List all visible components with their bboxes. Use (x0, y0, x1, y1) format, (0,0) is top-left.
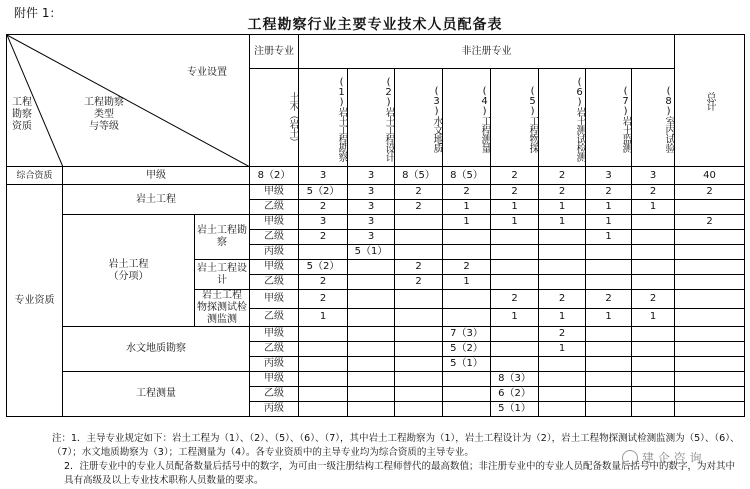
column-number: (1) (336, 77, 348, 107)
value-cell (395, 387, 443, 402)
value-cell (348, 372, 395, 387)
value-cell: 1 (539, 215, 586, 230)
value-cell (586, 372, 632, 387)
value-cell: 3 (348, 185, 395, 200)
value-cell: 5（1） (491, 402, 539, 417)
column-name: 岩土测试检测 (574, 107, 586, 161)
value-cell (299, 387, 348, 402)
value-cell: 1 (632, 200, 675, 215)
value-cell (491, 327, 539, 342)
table-title: 工程勘察行业主要专业技术人员配备表 (247, 17, 503, 33)
specialty-qualification-label: 专业资质 (7, 185, 63, 417)
value-cell: 1 (586, 308, 632, 327)
value-cell (675, 372, 745, 387)
value-cell (675, 245, 745, 260)
value-cell: 1 (491, 308, 539, 327)
value-cell: 1 (586, 230, 632, 245)
column-header-7 (586, 69, 632, 167)
value-cell (395, 230, 443, 245)
comprehensive-grade: 甲级 (63, 167, 250, 185)
watermark: 建 企 咨 询 (622, 449, 701, 466)
corner-header-cell (7, 35, 250, 167)
value-cell (632, 372, 675, 387)
column-number: (3) (431, 86, 443, 116)
value-cell (675, 290, 745, 309)
comprehensive-value: 3 (632, 167, 675, 185)
value-cell (539, 357, 586, 372)
grade-cell: 甲级 (250, 290, 299, 309)
column-header-3 (395, 69, 443, 167)
value-cell (491, 245, 539, 260)
value-cell: 2 (632, 185, 675, 200)
value-cell (675, 200, 745, 215)
table-row (7, 372, 745, 387)
value-cell (443, 402, 491, 417)
value-cell: 5（1） (443, 357, 491, 372)
value-cell (395, 327, 443, 342)
column-header-0 (250, 69, 299, 167)
value-cell (632, 275, 675, 290)
value-cell: 1 (586, 200, 632, 215)
value-cell: 2 (586, 290, 632, 309)
value-cell: 1 (443, 275, 491, 290)
comprehensive-value: 3 (586, 167, 632, 185)
comprehensive-value: 2 (539, 167, 586, 185)
value-cell (299, 402, 348, 417)
wechat-logo-icon (622, 450, 638, 466)
value-cell: 1 (443, 200, 491, 215)
value-cell: 8（3） (491, 372, 539, 387)
value-cell: 2 (443, 185, 491, 200)
value-cell (491, 260, 539, 275)
note-1: 注：1．主导专业规定如下：岩土工程为（1）、（2）、（5）、（6）、（7），其中岩土工程勘察为（1），岩土工程设计为（2），岩土工程物探测试检测监测为（5）、（6）、（7）；水文地质勘察为（3）；工程测量为（4）。各专业资质中的主导专业均为综合资质的主导专业。 (52, 433, 740, 458)
value-cell (395, 342, 443, 357)
column-name: 工程测量 (479, 116, 491, 152)
column-number: (5) (527, 86, 539, 116)
grade-cell: 甲级 (250, 215, 299, 230)
value-cell (348, 357, 395, 372)
value-cell: 1 (443, 215, 491, 230)
value-cell: 1 (586, 215, 632, 230)
column-number: (7) (620, 86, 632, 116)
grade-cell: 甲级 (250, 260, 299, 275)
value-cell (632, 342, 675, 357)
value-cell (632, 357, 675, 372)
value-cell (632, 402, 675, 417)
value-cell: 1 (539, 308, 586, 327)
comprehensive-value: 8（5） (443, 167, 491, 185)
value-cell: 2 (395, 200, 443, 215)
value-cell (443, 372, 491, 387)
value-cell: 1 (539, 342, 586, 357)
column-number: (8) (663, 86, 675, 116)
value-cell (491, 230, 539, 245)
value-cell (539, 402, 586, 417)
grade-cell: 乙级 (250, 275, 299, 290)
value-cell: 1 (539, 200, 586, 215)
grade-cell: 丙级 (250, 402, 299, 417)
value-cell: 1 (299, 308, 348, 327)
value-cell (539, 387, 586, 402)
value-cell (675, 230, 745, 245)
value-cell: 6（2） (491, 387, 539, 402)
grade-cell: 甲级 (250, 185, 299, 200)
value-cell: 1 (632, 308, 675, 327)
value-cell (443, 230, 491, 245)
note-2: 2．注册专业中的专业人员配备数量后括号中的数字，为可由一级注册结构工程师替代的最高数值；非注册专业中的专业人员配备数量后括号中的数字，为对其中具有高级及以上专业技术职称人员数量的要求。 (64, 461, 736, 486)
comprehensive-value: 2 (491, 167, 539, 185)
value-cell (539, 275, 586, 290)
value-cell (299, 372, 348, 387)
value-cell (299, 327, 348, 342)
column-name: 水文地质 (431, 116, 443, 152)
value-cell: 3 (348, 200, 395, 215)
value-cell (443, 245, 491, 260)
value-cell (443, 308, 491, 327)
grade-cell: 甲级 (250, 327, 299, 342)
value-cell (632, 387, 675, 402)
subsection-name: 岩土工程 物探测试检测监测 (195, 290, 250, 327)
staffing-table (6, 34, 745, 417)
value-cell: 2 (491, 290, 539, 309)
column-name: 岩土工程勘察 (336, 107, 348, 161)
value-cell: 2 (395, 260, 443, 275)
column-name: 岩土监测 (620, 116, 632, 152)
value-cell: 2 (539, 185, 586, 200)
value-cell: 2 (299, 230, 348, 245)
subsection-name: 岩土工程勘察 (195, 215, 250, 260)
grade-cell: 丙级 (250, 245, 299, 260)
registered-major-header: 注册专业 (250, 35, 299, 69)
value-cell (632, 327, 675, 342)
value-cell (675, 308, 745, 327)
value-cell (348, 260, 395, 275)
value-cell (586, 342, 632, 357)
geotechnical-subitem-label: 岩土工程 （分项） (63, 215, 195, 327)
value-cell (348, 308, 395, 327)
column-header-1 (299, 69, 348, 167)
column-header-6 (539, 69, 586, 167)
section-name: 水文地质勘察 (63, 327, 250, 372)
value-cell (586, 275, 632, 290)
value-cell: 3 (299, 215, 348, 230)
column-name: 工程物探 (527, 116, 539, 152)
total-column-header: 总计 (675, 35, 745, 167)
value-cell: 7（3） (443, 327, 491, 342)
comprehensive-value: 3 (348, 167, 395, 185)
value-cell (586, 327, 632, 342)
grade-cell: 丙级 (250, 357, 299, 372)
value-cell: 2 (539, 290, 586, 309)
value-cell: 5（2） (299, 185, 348, 200)
value-cell (539, 245, 586, 260)
value-cell: 1 (491, 200, 539, 215)
comprehensive-value: 3 (299, 167, 348, 185)
value-cell (632, 245, 675, 260)
value-cell (586, 387, 632, 402)
value-cell: 1 (491, 215, 539, 230)
value-cell: 5（1） (348, 245, 395, 260)
column-header-4 (443, 69, 491, 167)
value-cell (348, 387, 395, 402)
column-header-8 (632, 69, 675, 167)
value-cell: 3 (348, 215, 395, 230)
column-name: 室内试验 (663, 116, 675, 152)
value-cell (395, 245, 443, 260)
value-cell: 2 (443, 260, 491, 275)
value-cell (395, 308, 443, 327)
grade-cell: 甲级 (250, 372, 299, 387)
value-cell: 5（2） (299, 260, 348, 275)
column-number: (6) (574, 77, 586, 107)
grade-cell: 乙级 (250, 200, 299, 215)
value-cell (395, 372, 443, 387)
value-cell (632, 260, 675, 275)
value-cell: 2 (586, 185, 632, 200)
grade-cell: 乙级 (250, 387, 299, 402)
value-cell: 2 (632, 290, 675, 309)
value-cell (299, 357, 348, 372)
section-name: 工程测量 (63, 372, 250, 417)
value-cell: 2 (299, 290, 348, 309)
value-cell (675, 260, 745, 275)
comprehensive-qualification-label: 综合资质 (7, 167, 63, 185)
column-name: 土木（岩土） (287, 92, 299, 146)
column-name: 岩土工程设计 (383, 107, 395, 161)
value-cell: 5（2） (443, 342, 491, 357)
value-cell: 2 (299, 275, 348, 290)
value-cell (299, 342, 348, 357)
value-cell (675, 327, 745, 342)
value-cell (586, 402, 632, 417)
value-cell (539, 230, 586, 245)
value-cell (675, 387, 745, 402)
grade-cell: 乙级 (250, 230, 299, 245)
value-cell: 2 (395, 185, 443, 200)
corner-type-label: 工程勘察 类型 与等级 (84, 97, 124, 132)
value-cell (675, 402, 745, 417)
value-cell (395, 402, 443, 417)
value-cell (632, 230, 675, 245)
column-header-2 (348, 69, 395, 167)
value-cell (348, 290, 395, 309)
value-cell: 3 (348, 230, 395, 245)
corner-major-label: 专业设置 (187, 67, 227, 78)
value-cell: 2 (675, 185, 745, 200)
comprehensive-value: 8（2） (250, 167, 299, 185)
table-row (7, 185, 745, 200)
value-cell: 2 (491, 185, 539, 200)
value-cell (491, 275, 539, 290)
value-cell (348, 342, 395, 357)
value-cell (491, 357, 539, 372)
column-header-5 (491, 69, 539, 167)
section-name: 岩土工程 (63, 185, 250, 215)
value-cell: 2 (675, 215, 745, 230)
table-row (7, 215, 745, 230)
value-cell (395, 215, 443, 230)
value-cell (395, 290, 443, 309)
non-registered-major-header: 非注册专业 (299, 35, 675, 69)
column-number: (4) (479, 86, 491, 116)
comprehensive-value: 8（5） (395, 167, 443, 185)
value-cell (586, 260, 632, 275)
value-cell (539, 260, 586, 275)
value-cell (348, 402, 395, 417)
value-cell (395, 357, 443, 372)
value-cell (675, 357, 745, 372)
value-cell (632, 215, 675, 230)
value-cell (491, 342, 539, 357)
value-cell (299, 245, 348, 260)
table-row (7, 327, 745, 342)
attachment-label: 附件 1： (14, 6, 62, 20)
value-cell (539, 372, 586, 387)
subsection-name: 岩土工程设计 (195, 260, 250, 290)
value-cell (586, 357, 632, 372)
comprehensive-value: 40 (675, 167, 745, 185)
value-cell: 2 (299, 200, 348, 215)
corner-qualification-label: 工程 勘察 资质 (12, 97, 32, 132)
grade-cell: 乙级 (250, 342, 299, 357)
value-cell (675, 275, 745, 290)
column-number: (2) (383, 77, 395, 107)
value-cell (675, 342, 745, 357)
value-cell (348, 275, 395, 290)
value-cell: 2 (539, 327, 586, 342)
value-cell (443, 387, 491, 402)
value-cell (443, 290, 491, 309)
value-cell (348, 327, 395, 342)
grade-cell: 乙级 (250, 308, 299, 327)
value-cell (586, 245, 632, 260)
value-cell: 2 (395, 275, 443, 290)
